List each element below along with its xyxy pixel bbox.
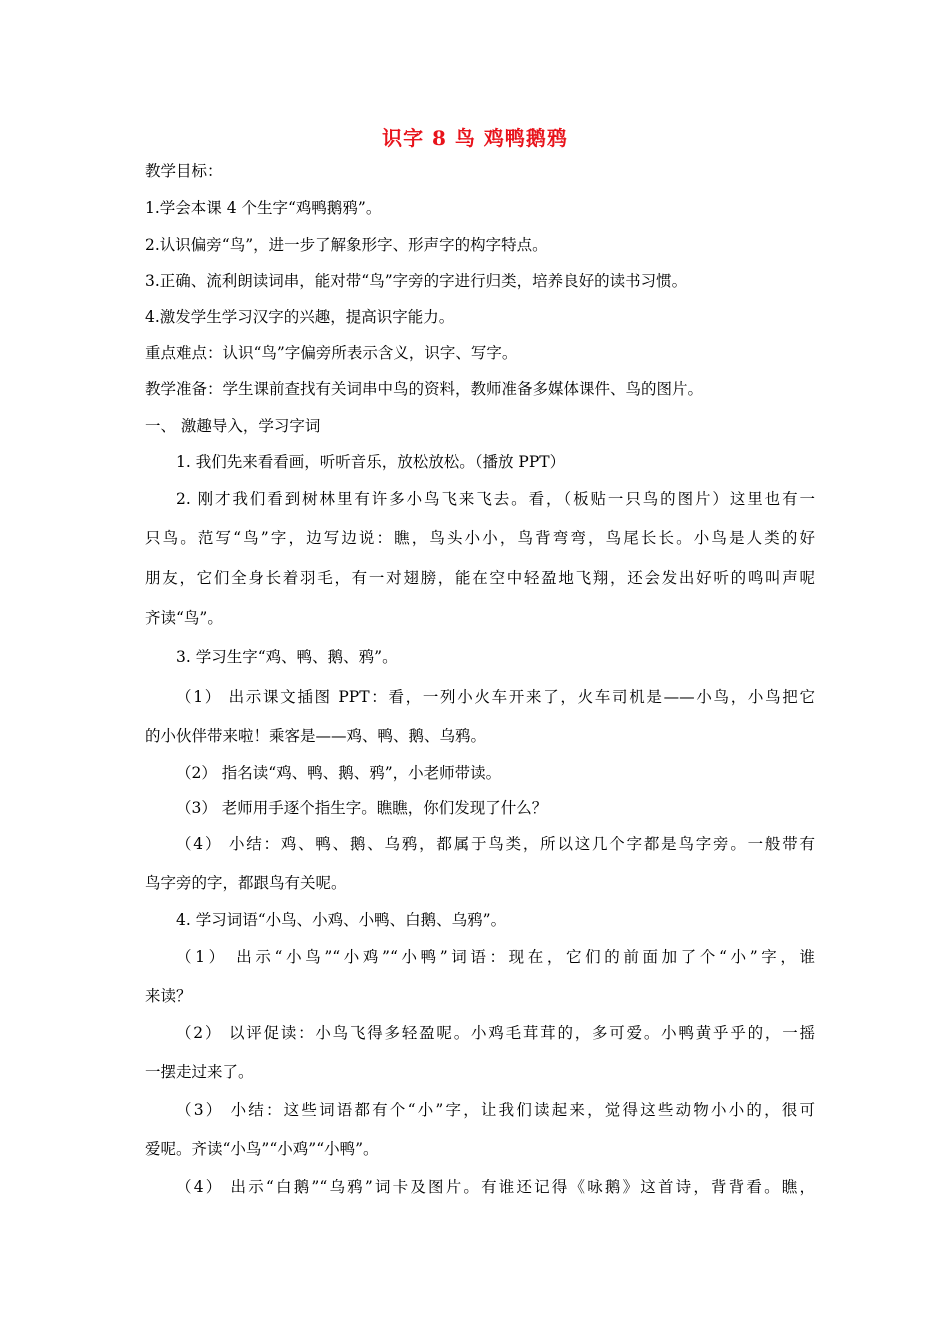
paragraph-3: 3. 学习生字“鸡、鸭、鹅、鸦”。 xyxy=(176,648,398,666)
paragraph-2-line-2: 只鸟。范写“鸟”字，边写边说：瞧，鸟头小小，鸟背弯弯，鸟尾长长。小鸟是人类的好 xyxy=(145,529,815,547)
item-3-3: （3） 老师用手逐个指生字。瞧瞧，你们发现了什么？ xyxy=(176,799,548,817)
item-4-1-line-2: 来读？ xyxy=(145,987,192,1005)
document-title: 识字 8 鸟 鸡鸭鹅鸦 xyxy=(382,126,568,150)
section-heading-1: 一、 激趣导入，学习字词 xyxy=(145,417,321,435)
section-heading-objectives: 教学目标： xyxy=(145,162,223,180)
paragraph-4: 4. 学习词语“小鸟、小鸡、小鸭、白鹅、乌鸦”。 xyxy=(176,911,507,929)
item-3-1-line-2: 的小伙伴带来啦！乘客是——鸡、鸭、鹅、乌鸦。 xyxy=(145,727,487,745)
objective-3: 3.正确、流利朗读词串，能对带“鸟”字旁的字进行归类，培养良好的读书习惯。 xyxy=(145,272,688,290)
key-points: 重点难点：认识“鸟”字偏旁所表示含义，识字、写字。 xyxy=(145,344,518,362)
item-4-1-line-1: （1） 出示“小鸟”“小鸡”“小鸭”词语：现在，它们的前面加了个“小”字，谁 xyxy=(176,948,815,966)
item-4-2-line-2: 一摆走过来了。 xyxy=(145,1063,254,1081)
objective-2: 2.认识偏旁“鸟”，进一步了解象形字、形声字的构字特点。 xyxy=(145,236,548,254)
paragraph-2-line-4: 齐读“鸟”。 xyxy=(145,609,223,627)
teaching-preparation: 教学准备：学生课前查找有关词串中鸟的资料，教师准备多媒体课件、鸟的图片。 xyxy=(145,380,704,398)
paragraph-2-line-3: 朋友，它们全身长着羽毛，有一对翅膀，能在空中轻盈地飞翔，还会发出好听的鸣叫声呢 xyxy=(145,569,815,587)
item-3-2: （2） 指名读“鸡、鸭、鹅、鸦”，小老师带读。 xyxy=(176,764,502,782)
item-3-1-line-1: （1） 出示课文插图 PPT：看，一列小火车开来了，火车司机是——小鸟，小鸟把它 xyxy=(176,688,815,706)
item-4-2-line-1: （2） 以评促读：小鸟飞得多轻盈呢。小鸡毛茸茸的，多可爱。小鸭黄乎乎的，一摇 xyxy=(176,1024,815,1042)
item-3-4-line-2: 鸟字旁的字，都跟鸟有关呢。 xyxy=(145,874,347,892)
objective-1: 1.学会本课 4 个生字“鸡鸭鹅鸦”。 xyxy=(145,199,382,217)
item-4-3-line-2: 爱呢。齐读“小鸟”“小鸡”“小鸭”。 xyxy=(145,1140,379,1158)
item-4-4-line-1: （4） 出示“白鹅”“乌鸦”词卡及图片。有谁还记得《咏鹅》这首诗，背背看。瞧， xyxy=(176,1178,815,1196)
paragraph-1: 1. 我们先来看看画，听听音乐，放松放松。（播放 PPT） xyxy=(176,453,566,471)
item-4-3-line-1: （3） 小结：这些词语都有个“小”字，让我们读起来，觉得这些动物小小的，很可 xyxy=(176,1101,815,1119)
objective-4: 4.激发学生学习汉字的兴趣，提高识字能力。 xyxy=(145,308,455,326)
item-3-4-line-1: （4） 小结：鸡、鸭、鹅、乌鸦，都属于鸟类，所以这几个字都是鸟字旁。一般带有 xyxy=(176,835,815,853)
paragraph-2-line-1: 2. 刚才我们看到树林里有许多小鸟飞来飞去。看，（板贴一只鸟的图片）这里也有一 xyxy=(176,490,815,508)
